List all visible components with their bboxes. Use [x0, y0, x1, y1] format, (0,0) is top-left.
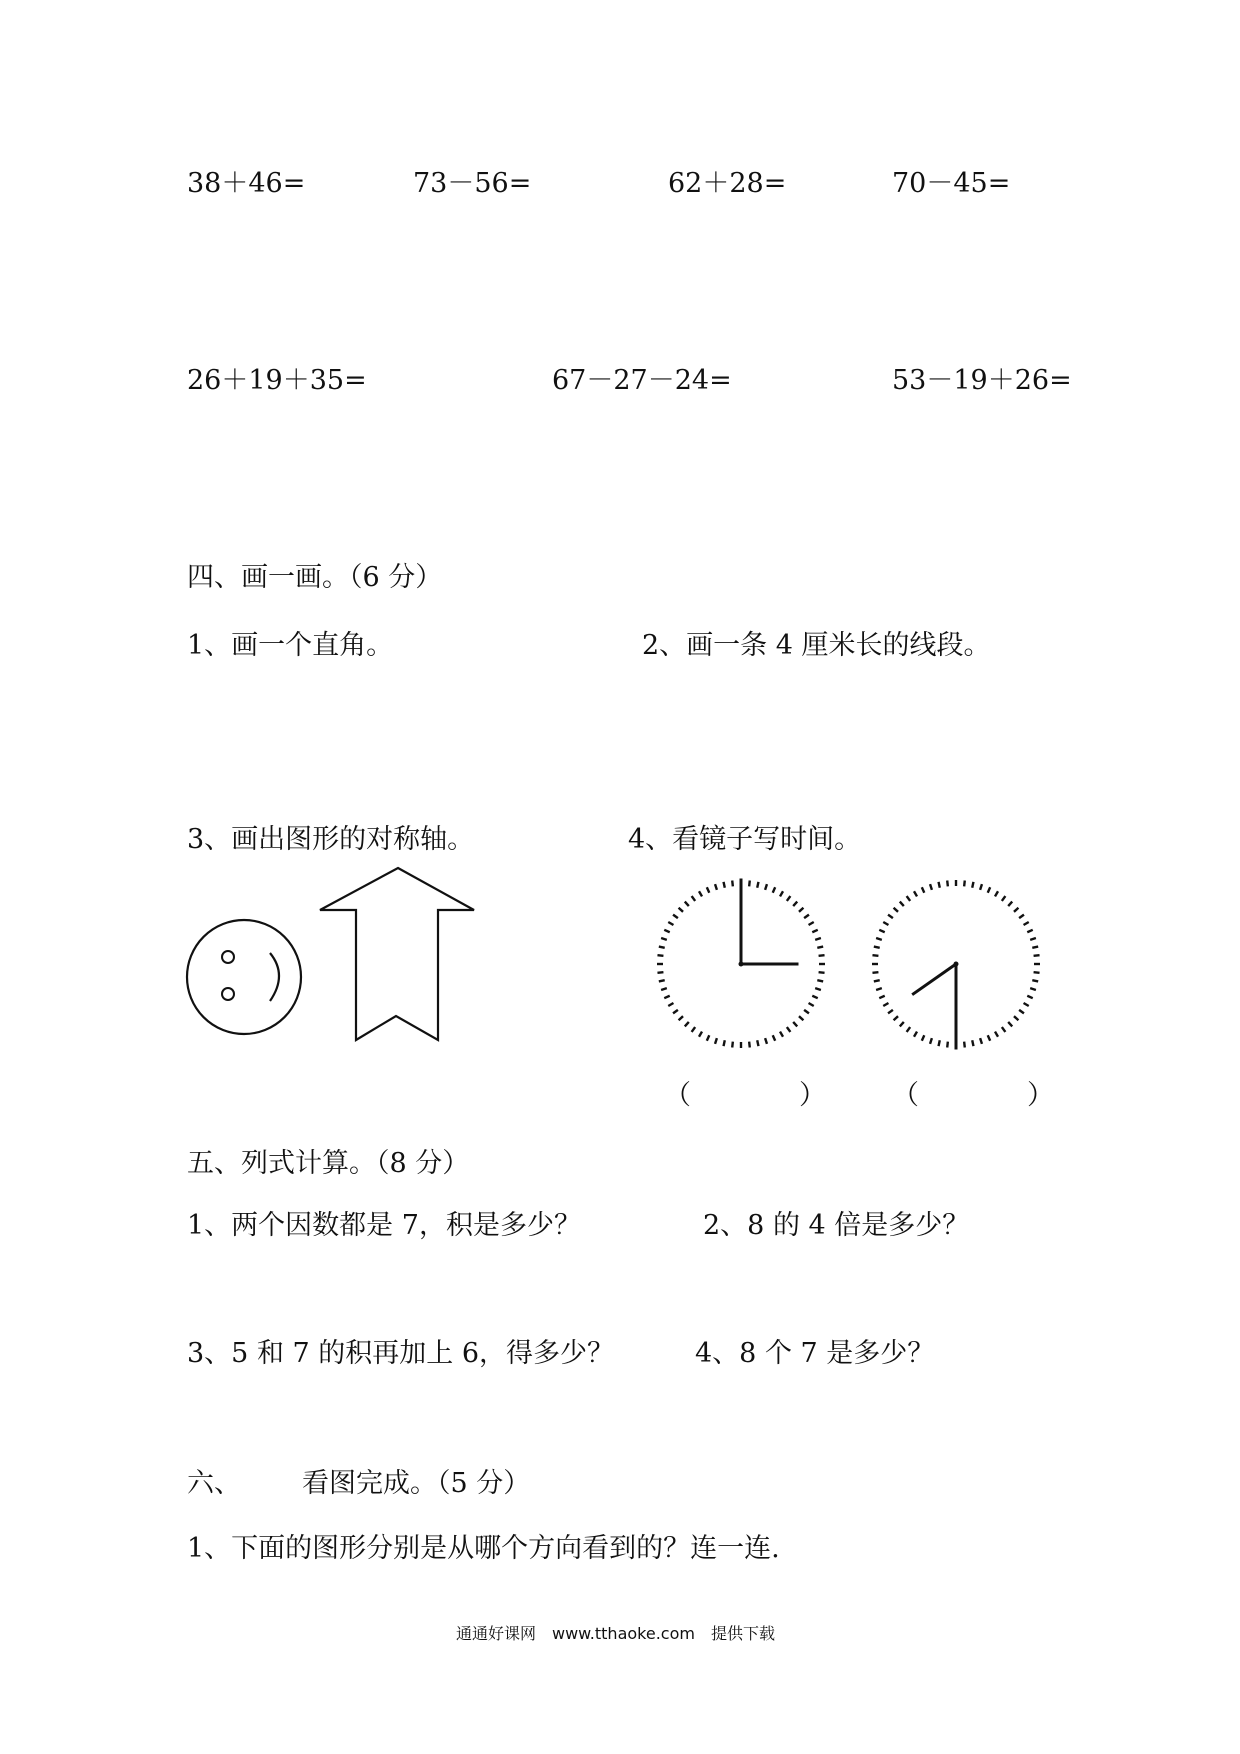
clock-tick — [673, 915, 678, 919]
clock-tick — [815, 938, 821, 940]
clock-1-answer-blank[interactable]: （ ） — [664, 1080, 826, 1111]
problem-5: 26＋19＋35= — [187, 365, 367, 396]
clock-tick — [1008, 1022, 1012, 1026]
clock-tick — [1019, 1010, 1024, 1014]
clock-tick — [799, 908, 803, 912]
clock-tick — [879, 930, 884, 932]
clock-tick — [732, 880, 733, 886]
section-4-q1: 1、画一个直角。 — [187, 630, 394, 661]
clock-tick — [817, 947, 823, 948]
clock-tick — [914, 1032, 917, 1037]
clock-tick — [1034, 955, 1040, 956]
clock-tick — [1014, 1016, 1018, 1020]
clock-tick — [894, 908, 898, 912]
clock-tick — [773, 1035, 775, 1040]
section-4-q4: 4、看镜子写时间。 — [628, 824, 862, 855]
clock-tick — [972, 882, 973, 888]
clock-tick — [922, 1035, 924, 1040]
clock-tick — [707, 1035, 709, 1040]
clock-tick — [914, 891, 917, 896]
clock-center — [739, 962, 744, 967]
clock-tick — [679, 908, 683, 912]
page-footer: 通通好课网 www.tthaoke.com 提供下载 — [456, 1624, 775, 1643]
clock-tick — [964, 1042, 965, 1048]
clock-tick — [1027, 930, 1032, 932]
problem-6: 67－27－24= — [552, 365, 732, 396]
clock-tick — [874, 947, 880, 948]
section-5-heading: 五、列式计算。（8 分） — [187, 1148, 470, 1179]
clock-tick — [922, 887, 924, 892]
problem-4: 70－45= — [892, 168, 1011, 199]
clock-tick — [757, 1040, 758, 1046]
clock-tick — [664, 996, 669, 998]
clock-tick — [972, 1040, 973, 1046]
clock-face — [651, 874, 831, 1054]
clock-tick — [817, 980, 823, 981]
clock-tick — [812, 996, 817, 998]
clock-tick — [724, 882, 725, 888]
section-4-q2: 2、画一条 4 厘米长的线段。 — [642, 630, 991, 661]
clock-tick — [1024, 1003, 1029, 1006]
clock-tick — [685, 1022, 689, 1026]
clock-tick — [657, 955, 663, 956]
clock-tick — [872, 955, 878, 956]
clock-tick — [809, 922, 814, 925]
clock-tick — [787, 1027, 791, 1032]
clock-tick — [907, 896, 911, 901]
section-6-q1: 1、下面的图形分别是从哪个方向看到的？连一连. — [187, 1533, 780, 1564]
section-6-number: 六、 — [187, 1468, 241, 1499]
clock-tick — [1030, 988, 1036, 990]
section-5-q4: 4、8 个 7 是多少？ — [695, 1338, 935, 1369]
clock-tick — [668, 1003, 673, 1006]
clock-tick — [765, 1038, 767, 1044]
clock-tick — [692, 896, 696, 901]
problem-7: 53－19＋26= — [892, 365, 1072, 396]
clock-tick — [947, 880, 948, 886]
clock-tick — [1024, 922, 1029, 925]
clock-tick — [1008, 902, 1012, 906]
clock-tick — [804, 1010, 809, 1014]
clock-tick — [659, 947, 665, 948]
clock-tick — [815, 988, 821, 990]
hour-hand — [913, 964, 956, 994]
clock-tick — [804, 915, 809, 919]
problem-3: 62＋28= — [668, 168, 787, 199]
section-4-heading: 四、画一画。（6 分） — [187, 562, 443, 593]
clock-tick — [1019, 915, 1024, 919]
clock-2-answer-blank[interactable]: （ ） — [892, 1080, 1054, 1111]
clock-tick — [883, 922, 888, 925]
clock-tick — [964, 880, 965, 886]
clock-tick — [749, 880, 750, 886]
clock-tick — [679, 1016, 683, 1020]
clock-tick — [907, 1027, 911, 1032]
clock-tick — [668, 922, 673, 925]
clock-tick — [780, 891, 783, 896]
arrow-figure — [318, 866, 488, 1046]
clock-face — [866, 874, 1046, 1054]
clock-tick — [812, 930, 817, 932]
section-5-q2: 2、8 的 4 倍是多少？ — [703, 1210, 970, 1241]
section-4-q3: 3、画出图形的对称轴。 — [187, 824, 475, 855]
clock-tick — [888, 915, 893, 919]
clock-tick — [724, 1040, 725, 1046]
clock-tick — [939, 882, 940, 888]
clock-tick — [757, 882, 758, 888]
clock-tick — [894, 1016, 898, 1020]
clock-tick — [980, 1038, 982, 1044]
clock-tick — [888, 1010, 893, 1014]
clock-tick — [732, 1042, 733, 1048]
clock-tick — [1034, 972, 1040, 973]
clock-tick — [879, 996, 884, 998]
clock-tick — [657, 972, 663, 973]
clock-tick — [659, 980, 665, 981]
clock-tick — [876, 988, 882, 990]
clock-tick — [874, 980, 880, 981]
clock-tick — [988, 887, 990, 892]
clock-tick — [664, 930, 669, 932]
clock-tick — [773, 887, 775, 892]
clock-tick — [661, 938, 667, 940]
clock-tick — [749, 1042, 750, 1048]
clock-tick — [673, 1010, 678, 1014]
clock-tick — [872, 972, 878, 973]
clock-tick — [699, 1032, 702, 1037]
clock-tick — [939, 1040, 940, 1046]
clock-tick — [980, 884, 982, 890]
clock-tick — [1032, 980, 1038, 981]
clock-tick — [876, 938, 882, 940]
clock-tick — [661, 988, 667, 990]
clock-tick — [900, 1022, 904, 1026]
section-5-q1: 1、两个因数都是 7，积是多少？ — [187, 1210, 581, 1241]
clock-tick — [787, 896, 791, 901]
clock-tick — [715, 1038, 717, 1044]
clock-tick — [793, 902, 797, 906]
clock-tick — [995, 1032, 998, 1037]
clock-tick — [1014, 908, 1018, 912]
clock-tick — [1027, 996, 1032, 998]
clock-tick — [799, 1016, 803, 1020]
clock-tick — [809, 1003, 814, 1006]
section-5-q3: 3、5 和 7 的积再加上 6，得多少？ — [187, 1338, 615, 1369]
clock-tick — [930, 1038, 932, 1044]
clock-tick — [819, 955, 825, 956]
clock-tick — [780, 1032, 783, 1037]
clock-tick — [883, 1003, 888, 1006]
clock-tick — [1032, 947, 1038, 948]
section-6-heading: 看图完成。（5 分） — [302, 1468, 531, 1499]
clock-tick — [819, 972, 825, 973]
clock-tick — [699, 891, 702, 896]
clock-tick — [995, 891, 998, 896]
clock-tick — [685, 902, 689, 906]
smiley-face-figure — [184, 917, 304, 1037]
problem-2: 73－56= — [413, 168, 532, 199]
clock-tick — [947, 1042, 948, 1048]
clock-tick — [793, 1022, 797, 1026]
clock-center — [954, 962, 959, 967]
clock-tick — [1002, 896, 1006, 901]
clock-tick — [692, 1027, 696, 1032]
clock-tick — [765, 884, 767, 890]
clock-tick — [930, 884, 932, 890]
clock-tick — [1002, 1027, 1006, 1032]
problem-1: 38＋46= — [187, 168, 306, 199]
clock-tick — [900, 902, 904, 906]
clock-tick — [1030, 938, 1036, 940]
clock-tick — [988, 1035, 990, 1040]
clock-tick — [707, 887, 709, 892]
clock-tick — [715, 884, 717, 890]
